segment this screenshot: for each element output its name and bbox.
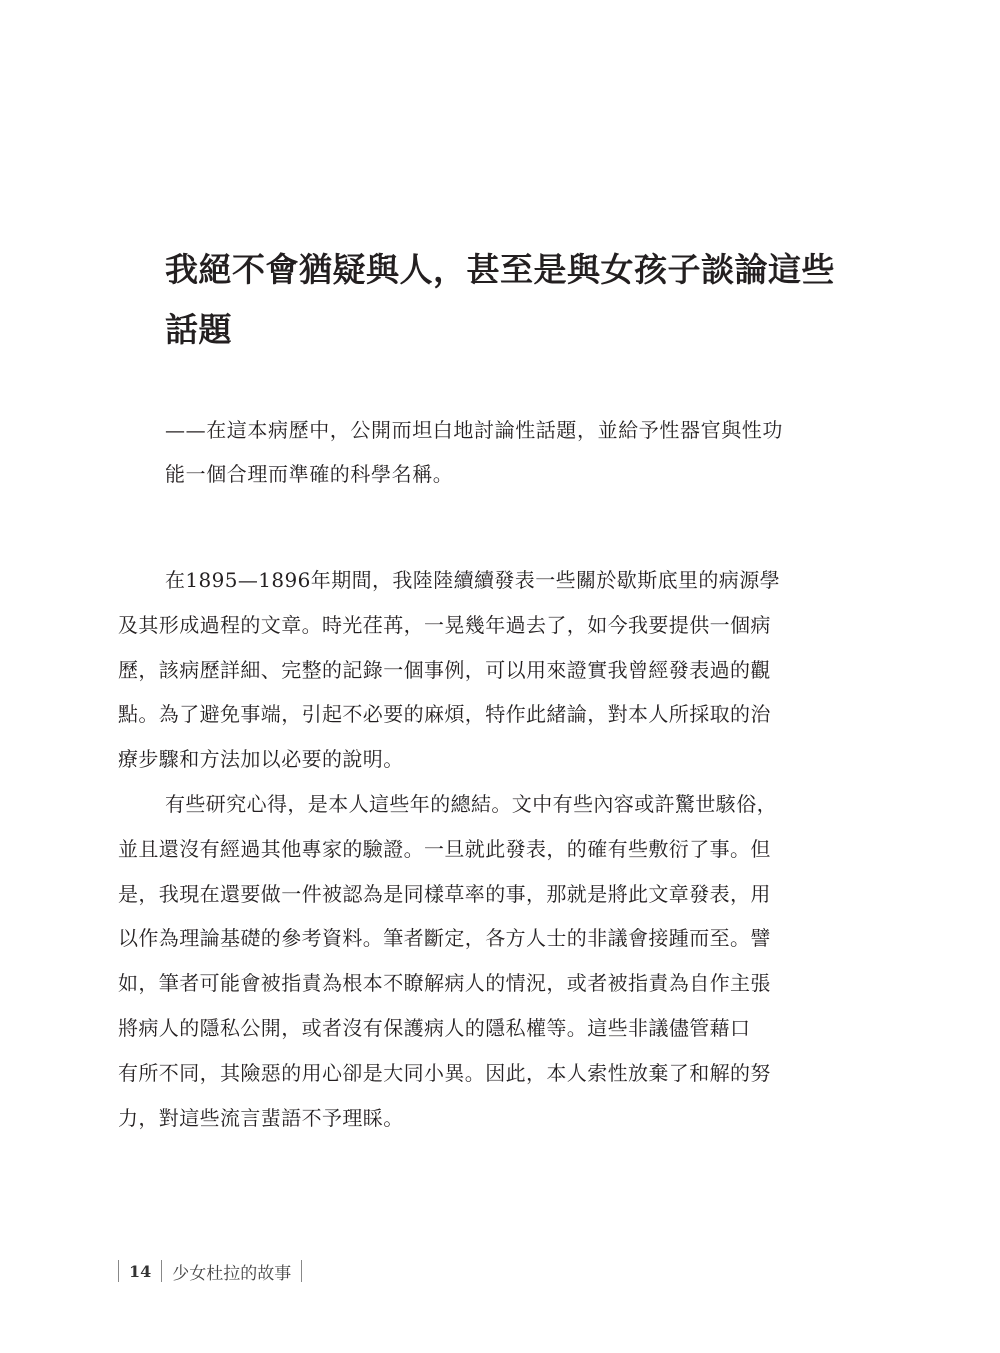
chapter-subtitle — [165, 408, 865, 496]
text-line: 點。為了避免事端，引起不必要的麻煩，特作此緒論，對本人所採取的治 — [118, 702, 771, 727]
chapter-title-line: 我絕不會猶疑與人，甚至是與女孩子談論這些 — [165, 250, 835, 289]
footer-divider — [301, 1260, 302, 1282]
chapter-title-line: 話題 — [165, 310, 232, 349]
chapter-subtitle-line: 能一個合理而準確的科學名稱。 — [165, 462, 454, 486]
text-line: 歷，該病歷詳細、完整的記錄一個事例，可以用來證實我曾經發表過的觀 — [118, 657, 771, 682]
text-line: 是，我現在還要做一件被認為是同樣草率的事，那就是將此文章發表，用 — [118, 881, 771, 906]
text-line: 並且還沒有經過其他專家的驗證。一旦就此發表，的確有些敷衍了事。但 — [118, 836, 771, 861]
text-line: 有些研究心得，是本人這些年的總結。文中有些內容或許驚世駭俗， — [165, 791, 777, 816]
text-line: 及其形成過程的文章。時光荏苒，一晃幾年過去了，如今我要提供一個病 — [118, 612, 771, 637]
paragraph — [118, 558, 863, 782]
page-number: 14 — [129, 1261, 152, 1281]
chapter-subtitle-line: ——在這本病歷中，公開而坦白地討論性話題，並給予性器官與性功 — [165, 418, 783, 442]
text-line: 有所不同，其險惡的用心卻是大同小異。因此，本人索性放棄了和解的努 — [118, 1060, 771, 1085]
footer-divider — [118, 1260, 119, 1282]
text-line: 力，對這些流言蜚語不予理睬。 — [118, 1105, 404, 1130]
running-title: 少女杜拉的故事 — [172, 1263, 292, 1284]
chapter-title — [165, 240, 855, 360]
text-line: 將病人的隱私公開，或者沒有保護病人的隱私權等。這些非議儘管藉口 — [118, 1015, 751, 1040]
footer-divider — [161, 1260, 162, 1282]
text-line: 在1895—1896年期間，我陸陸續續發表一些關於歇斯底里的病源學 — [165, 568, 780, 592]
paragraph — [118, 782, 863, 1140]
text-line: 以作為理論基礎的參考資料。筆者斷定，各方人士的非議會接踵而至。譬 — [118, 926, 771, 951]
page-footer — [118, 1259, 312, 1283]
text-line: 療步驟和方法加以必要的說明。 — [118, 747, 404, 772]
body-text — [118, 558, 863, 1140]
text-line: 如，筆者可能會被指責為根本不瞭解病人的情況，或者被指責為自作主張 — [118, 971, 771, 996]
